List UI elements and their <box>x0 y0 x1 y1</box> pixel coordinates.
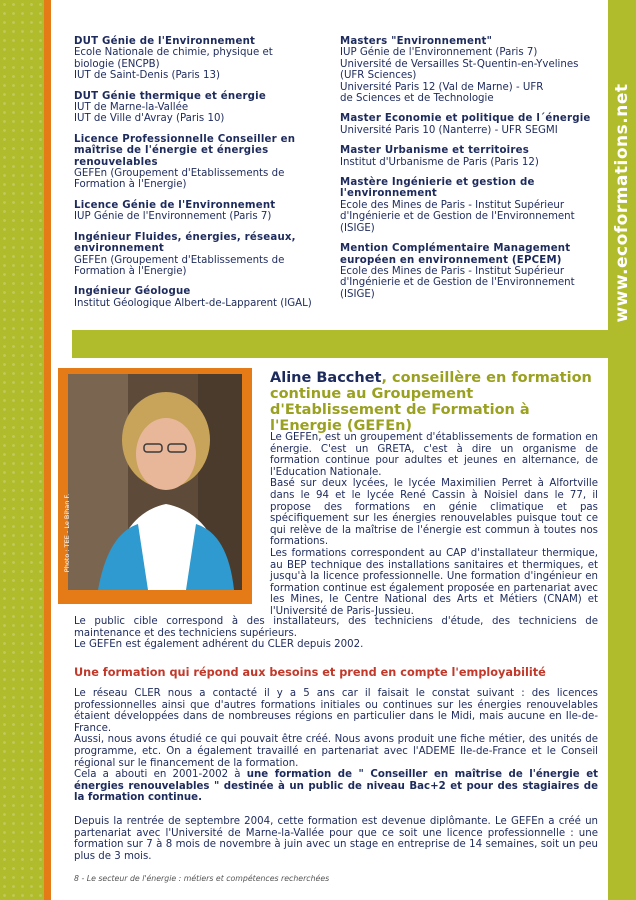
article-intro: Le GEFEn, est un groupement d'établissements de formation en énergie. C'est un GRETA, c'est à dire un organisme de formation continue pour adultes et jeunes en alternance, de l'Education Nationale. Basé sur deux lycées, le lycée Maximilien Perret à Alfortville dans le 94 et le lycée René Cassin à Noisiel dans le 77, il propose des formations en génie climatique et pas spécifiquement sur les énergies renouvelables puisque tout ce qui relève de la maîtrise de l'énergie est commun à toutes nos formations. Les formations correspondent au CAP d'installateur thermique, au BEP technique des installations sanitaires et thermiques, et jusqu'à la licence professionnelle. Une formation d'ingénieur en formation continue est également proposée en partenariat avec les Mines, le Centre National des Arts et Métiers (CNAM) et l'Université de Paris-Jussieu. <box>270 432 598 617</box>
separator-bar <box>72 330 610 358</box>
photo-credit: Photo : TEE - Le Bihan F. <box>63 493 71 573</box>
training-entry: DUT Génie thermique et énergie IUT de Marne-la-Vallée IUT de Ville d'Avray (Paris 10) <box>74 90 266 125</box>
right-training-column <box>340 36 602 309</box>
training-entry: Masters "Environnement" IUP Génie de l'Environnement (Paris 7) Université de Versailles St-Quentin-en-Yvelines (UFR Sciences) Université Paris 12 (Val de Marne) - UFR de Sciences et de Technologie <box>340 36 579 105</box>
section-heading: Une formation qui répond aux besoins et prend en compte l'employabilité <box>74 666 546 679</box>
person-name: Aline Bacchet <box>270 370 382 386</box>
training-entry: Licence Professionnelle Conseiller en maîtrise de l'énergie et énergies renouvelables GEFEn (Groupement d'Etablissements de Formation à l'Energie) <box>74 133 296 191</box>
portrait-photo <box>58 368 252 604</box>
headline-subtitle: , conseillère en formation continue au Groupement d'Etablissement de Formation à l'Energie (GEFEn) <box>270 370 592 434</box>
left-training-column <box>74 36 332 318</box>
training-entry: Mastère Ingénierie et gestion de l'environnement Ecole des Mines de Paris - Institut Supérieur d'Ingénierie et de Gestion de l'Environnement (ISIGE) <box>340 177 575 234</box>
orange-strip <box>44 0 51 900</box>
article-conclusion: Depuis la rentrée de septembre 2004, cette formation est devenue diplômante. Le GEFEn a créé un partenariat avec l'Université de Marne-la-Vallée pour que ce soit une licence professionnelle : une formation sur 7 à 8 mois de novembre à juin avec un stage en entreprise de 14 semaines, soit un peu plus de 3 mois. <box>74 816 598 862</box>
training-entry: Ingénieur Géologue Institut Géologique Albert-de-Lapparent (IGAL) <box>74 286 312 309</box>
training-entry: Ingénieur Fluides, énergies, réseaux, environnement GEFEn (Groupement d'Etablissements de Formation à l'Energie) <box>74 231 296 277</box>
site-url: www.ecoformations.net <box>612 83 632 323</box>
training-entry: Licence Génie de l'Environnement IUP Génie de l'Environnement (Paris 7) <box>74 199 276 223</box>
training-entry: DUT Génie de l'Environnement Ecole Nationale de chimie, physique et biologie (ENCPB) IUT de Saint-Denis (Paris 13) <box>74 36 273 82</box>
left-decorative-band <box>0 0 44 900</box>
training-entry: Master Economie et politique de l´énergie Université Paris 10 (Nanterre) - UFR SEGMI <box>340 113 591 136</box>
training-entry: Mention Complémentaire Management européen en environnement (EPCEM) Ecole des Mines de Paris - Institut Supérieur d'Ingénierie et de Gestion de l'Environnement (ISIGE) <box>340 243 575 300</box>
page-footer: 8 - Le secteur de l'énergie : métiers et compétences recherchées <box>74 874 330 883</box>
article-body: Le réseau CLER nous a contacté il y a 5 ans car il faisait le constat suivant : des licences professionnelles ainsi que d'autres formations initiales ou continues sur les énergies renouvelables étaient développées dans de nombreuses régions en particulier dans le Midi, mais aucune en Ile-de-France. Aussi, nous avons étudié ce qui pouvait être créé. Nous avons produit une fiche métier, des unités de programme, etc. On a également travaillé en partenariat avec l'ADEME Ile-de-France et le Conseil régional sur le financement de la formation. Cela a abouti en 2001-2002 à une formation de " Conseiller en maîtrise de l'énergie et énergies renouvelables " destinée à un public de niveau Bac+2 et pour des stagiaires de la formation continue. <box>74 688 598 804</box>
training-entry: Master Urbanisme et territoires Institut d'Urbanisme de Paris (Paris 12) <box>340 145 539 168</box>
article-paragraph: Le public cible correspond à des installateurs, des techniciens d'étude, des techniciens de maintenance et des techniciens supérieurs. Le GEFEn est également adhérent du CLER depuis 2002. <box>74 616 598 651</box>
article-headline <box>270 370 600 434</box>
